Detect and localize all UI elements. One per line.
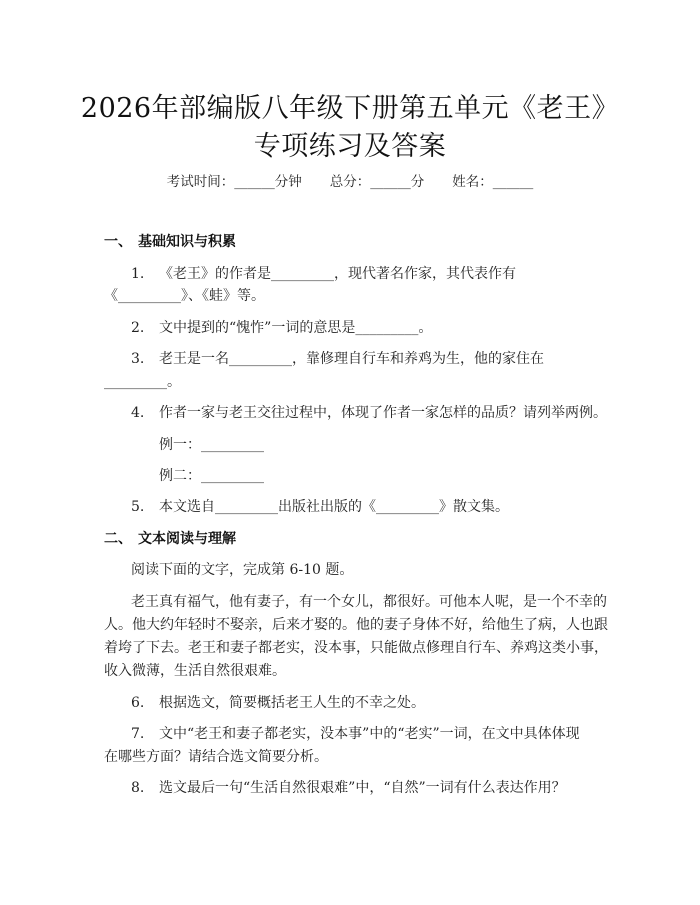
question-text: 《老王》的作者是_________，现代著名作家，其代表作有 [159,266,516,282]
section-title: 基础知识与积累 [138,234,236,250]
document-title-line1: 2026年部编版八年级下册第五单元《老王》 [80,93,620,124]
question-text: 根据选文，简要概括老王人生的不幸之处。 [159,695,425,711]
passage-line-3: 着垮了下去。老王和妻子都老实，没本事，只能做点修理自行车、养鸡这类小事， [104,640,608,656]
question-number: 6. [131,695,145,711]
question-4 [131,402,607,422]
question-1-line1 [131,263,516,283]
question-number: 1. [131,266,145,282]
question-number: 3. [131,351,145,367]
question-5 [131,496,509,516]
section-number: 一、 [104,234,132,250]
reading-instruction: 阅读下面的文字，完成第 6-10 题。 [131,562,354,578]
question-number: 4. [131,405,145,421]
question-3-line2: _________。 [104,374,181,390]
exam-meta-row [0,170,700,190]
question-4-example-2: 例二：_________ [159,468,264,484]
question-text: 老王是一名_________，靠修理自行车和养鸡为生，他的家住在 [159,351,544,367]
question-2 [131,317,432,337]
document-title-line2: 专项练习及答案 [253,131,447,162]
section-number: 二、 [104,531,132,547]
question-4-example-1: 例一：_________ [159,437,264,453]
question-number: 5. [131,499,145,515]
question-number: 8. [131,780,145,796]
question-number: 7. [131,726,145,742]
question-8 [131,777,566,797]
question-number: 2. [131,320,145,336]
passage-line-2: 人。他大约年轻时不娶亲，后来才娶的。他的妻子身体不好，给他生了病，人也跟 [104,617,608,633]
question-7-line1 [131,723,580,743]
question-1-line2: 《_________》、《蛙》等。 [104,288,265,304]
question-text: 本文选自_________出版社出版的《_________》散文集。 [159,499,509,515]
question-6 [131,692,425,712]
passage-line-4: 收入微薄，生活自然很艰难。 [104,663,286,679]
question-7-line2: 在哪些方面？请结合选文简要分析。 [104,749,328,765]
question-text: 作者一家与老王交往过程中，体现了作者一家怎样的品质？请列举两例。 [159,405,607,421]
question-text: 选文最后一句“生活自然很艰难”中，“自然”一词有什么表达作用？ [159,780,566,796]
exam-time-field: 考试时间：______分钟 [166,174,302,190]
passage-line-1: 老王真有福气，他有妻子，有一个女儿，都很好。可他本人呢，是一个不幸的 [131,594,607,610]
question-text: 文中“老王和妻子都老实，没本事”中的“老实”一词，在文中具体体现 [159,726,580,742]
section-heading-1 [104,231,236,251]
section-title: 文本阅读与理解 [138,531,236,547]
question-3-line1 [131,348,544,368]
section-heading-2 [104,528,236,548]
total-score-field: 总分：______分 [329,174,425,190]
student-name-field: 姓名：______ [452,174,534,190]
question-text: 文中提到的“愧怍”一词的意思是_________。 [159,320,433,336]
